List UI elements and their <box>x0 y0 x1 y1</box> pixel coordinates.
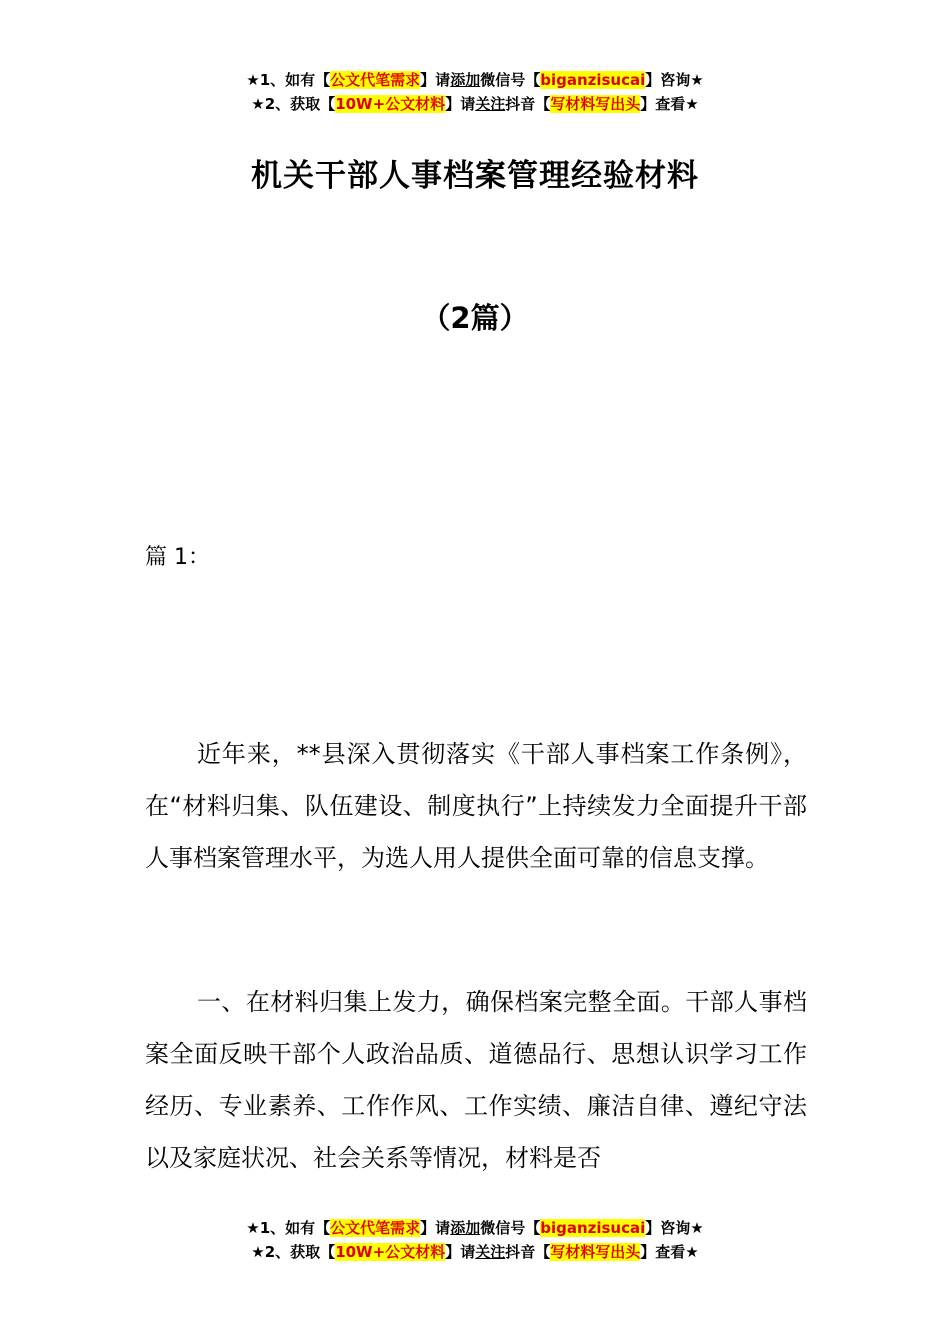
banner-line-1: ★1、如有【公文代笔需求】请添加微信号【biganzisucai】咨询★ <box>246 71 704 89</box>
footer-highlight-service: 公文代笔需求 <box>330 1219 421 1237</box>
footer-line-1: ★1、如有【公文代笔需求】请添加微信号【biganzisucai】咨询★ <box>246 1219 704 1237</box>
section-label: 篇 1： <box>145 545 210 570</box>
paragraph-section-one: 一、在材料归集上发力，确保档案完整全面。干部人事档案全面反映干部个人政治品质、道德品行、思想认识学习工作经历、专业素养、工作作风、工作实绩、廉洁自律、遵纪守法以及家庭状况、社会关系等情况，材料是否 <box>145 988 807 1172</box>
header-banner <box>0 68 950 116</box>
footer-banner <box>0 1216 950 1264</box>
highlight-materials: 10W+公文材料 <box>335 95 446 113</box>
paragraph-intro: 近年来，**县深入贯彻落实《干部人事档案工作条例》，在“材料归集、队伍建设、制度执行”上持续发力全面提升干部人事档案管理水平，为选人用人提供全面可靠的信息支撑。 <box>145 740 807 872</box>
footer-highlight-wechat-id: biganzisucai <box>540 1219 646 1237</box>
footer-highlight-douyin: 写材料写出头 <box>550 1243 641 1261</box>
banner-line-2: ★2、获取【10W+公文材料】请关注抖音【写材料写出头】查看★ <box>251 95 699 113</box>
document-title: 机关干部人事档案管理经验材料 <box>251 158 699 194</box>
highlight-service: 公文代笔需求 <box>330 71 421 89</box>
document-subtitle: （2篇） <box>421 301 529 335</box>
footer-line-2: ★2、获取【10W+公文材料】请关注抖音【写材料写出头】查看★ <box>251 1243 699 1261</box>
footer-highlight-materials: 10W+公文材料 <box>335 1243 446 1261</box>
highlight-douyin: 写材料写出头 <box>550 95 641 113</box>
highlight-wechat-id: biganzisucai <box>540 71 646 89</box>
